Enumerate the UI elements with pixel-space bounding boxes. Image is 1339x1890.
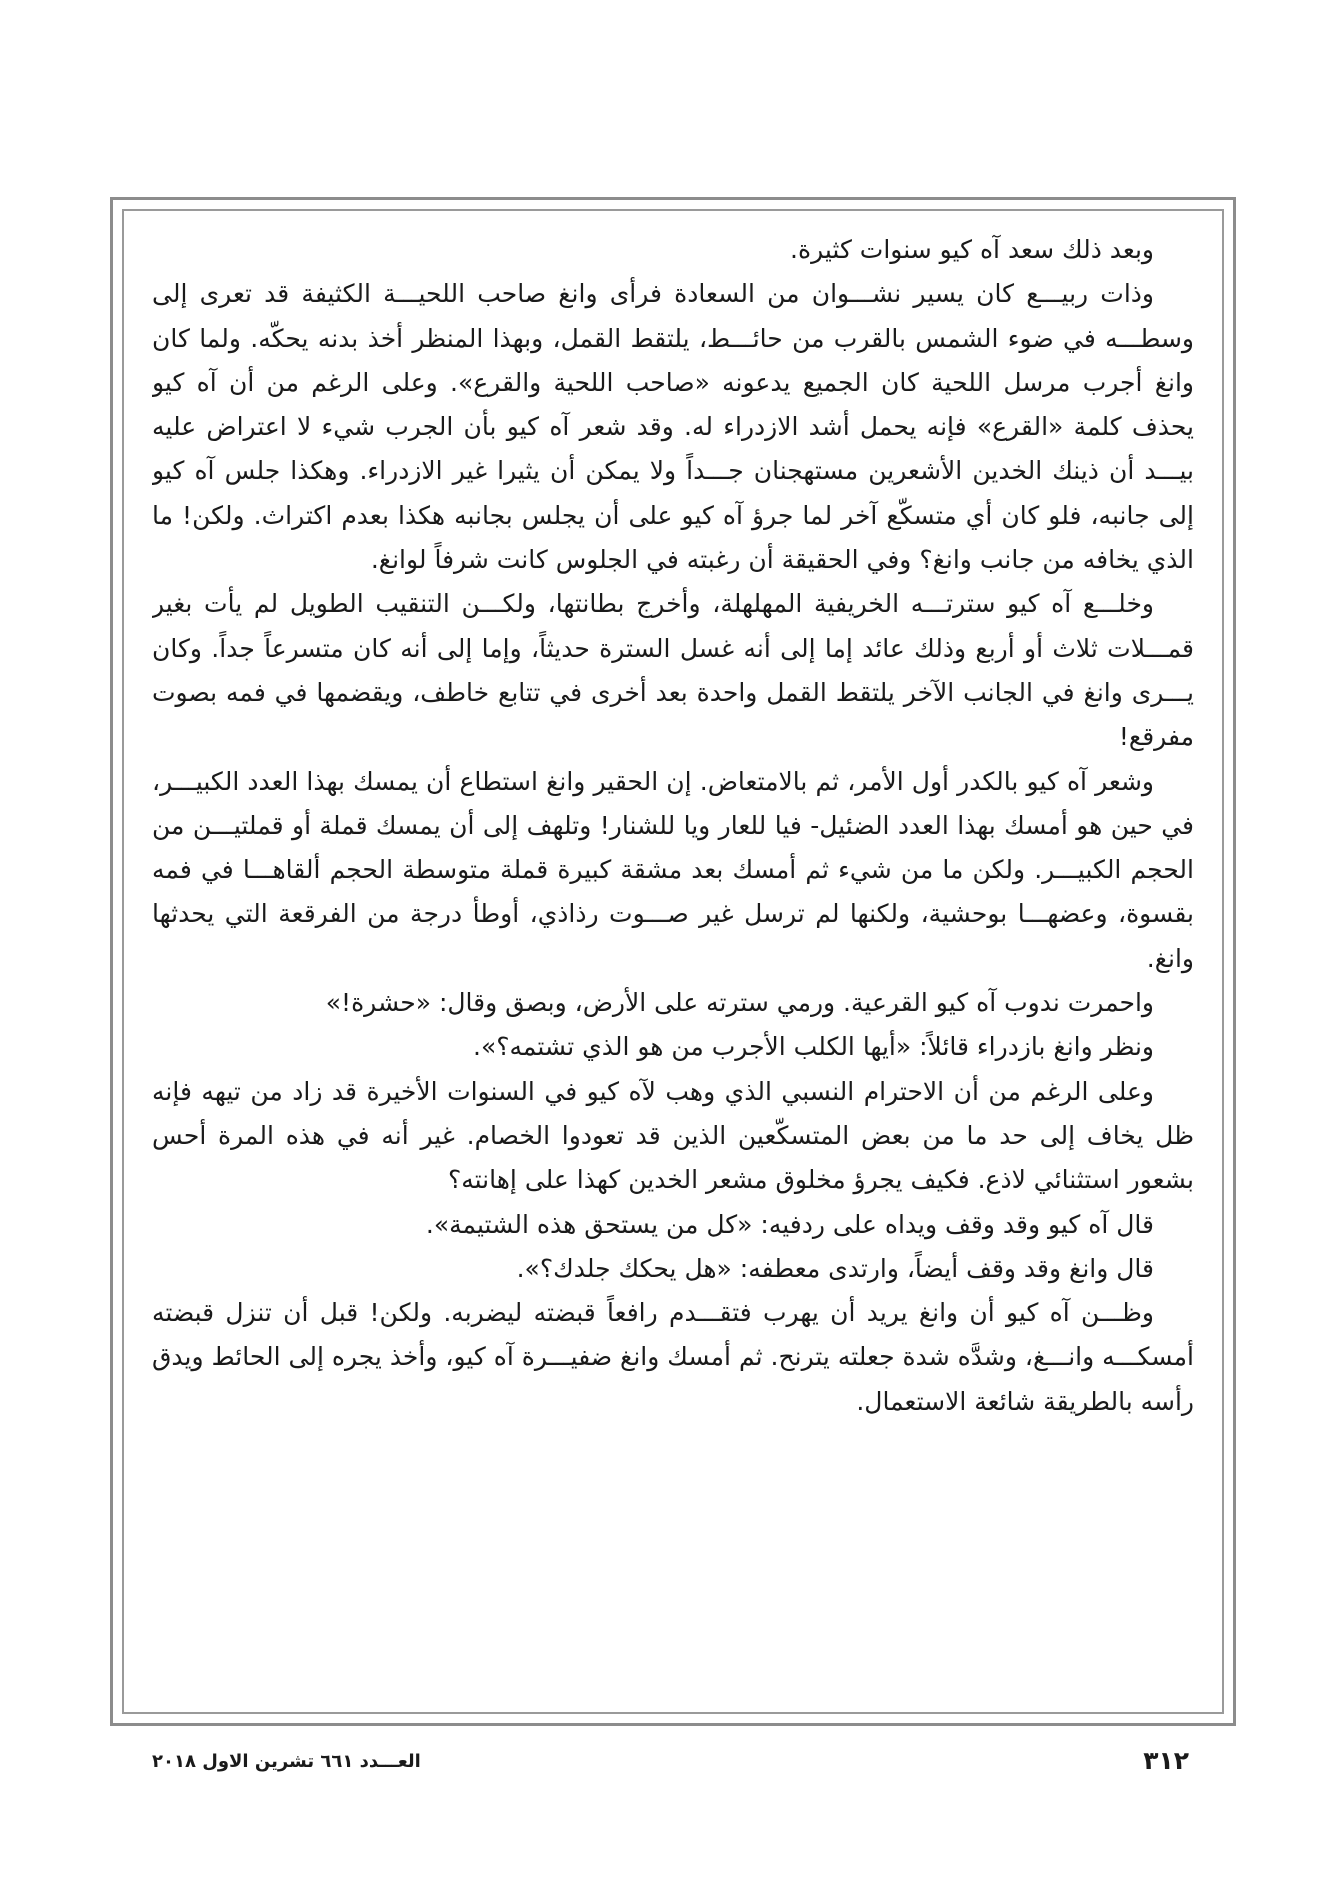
- paragraph-10: وظـــن آه كيو أن وانغ يريد أن يهرب فتقـــدم رافعاً قبضته ليضربه. ولكن! قبل أن تنزل قبضته أمسكـــه وانـــغ، وشدَّه شدة جعلته يترنح. ثم أمسك وانغ ضفيـــرة آه كيو، وأخذ يجره إلى الحائط ويدق رأسه بالطريقة شائعة الاستعمال.: [152, 1298, 1194, 1416]
- page-number: ٣١٢: [1143, 1746, 1189, 1775]
- paragraph-4: وشعر آه كيو بالكدر أول الأمر، ثم بالامتعاض. إن الحقير وانغ استطاع أن يمسك بهذا العدد الكبيـــر، في حين هو أمسك بهذا العدد الضئيل- فيا للعار ويا للشنار! وتلهف إلى أن يمسك قملة أو قملتيـــن من الحجم الكبيـــر. ولكن ما من شيء ثم أمسك بعد مشقة كبيرة قملة متوسطة الحجم ألقاهـــا في فمه بقسوة، وعضهـــا بوحشية، ولكنها لم ترسل غير صـــوت رذاذي، أوطأ درجة من الفرقعة التي يحدثها وانغ.: [152, 766, 1194, 973]
- paragraph-6: ونظر وانغ بازدراء قائلاً: «أيها الكلب الأجرب من هو الذي تشتمه؟».: [473, 1032, 1154, 1062]
- issue-info: العـــدد ٦٦١ تشرين الاول ٢٠١٨: [152, 1751, 421, 1772]
- paragraph-5: واحمرت ندوب آه كيو القرعية. ورمي سترته على الأرض، وبصق وقال: «حشرة!»: [325, 988, 1154, 1018]
- paragraph-9: قال وانغ وقد وقف أيضاً، وارتدى معطفه: «هل يحكك جلدك؟».: [516, 1253, 1154, 1283]
- paragraph-7: وعلى الرغم من أن الاحترام النسبي الذي وهب لآه كيو في السنوات الأخيرة قد زاد من تيهه فإنه ظل يخاف إلى حد ما من بعض المتسكّعين الذين قد تعودوا الخصام. غير أنه في هذه المرة أحس بشعور استثنائي لاذع. فكيف يجرؤ مخلوق مشعر الخدين كهذا على إهانته؟: [152, 1076, 1194, 1195]
- article-body: [152, 228, 1194, 1688]
- paragraph-8: قال آه كيو وقد وقف ويداه على ردفيه: «كل من يستحق هذه الشتيمة».: [425, 1209, 1154, 1239]
- paragraph-2: وذات ربيـــع كان يسير نشـــوان من السعادة فرأى وانغ صاحب اللحيـــة الكثيفة قد تعرى إلى وسطـــه في ضوء الشمس بالقرب من حائـــط، يلتقط القمل، وبهذا المنظر أخذ بدنه يحكّه. ولما كان وانغ أجرب مرسل اللحية كان الجميع يدعونه «صاحب اللحية والقرع». وعلى الرغم من أن آه كيو يحذف كلمة «القرع» فإنه يحمل أشد الازدراء له. وقد شعر آه كيو بأن الجرب شيء لا اعتراض عليه بيـــد أن ذينك الخدين الأشعرين مستهجنان جـــداً ولا يمكن أن يثيرا غير الازدراء. وهكذا جلس آه كيو إلى جانبه، فلو كان أي متسكّع آخر لما جرؤ آه كيو على أن يجلس بجانبه هكذا بعدم اكتراث. ولكن! ما الذي يخافه من جانب وانغ؟ وفي الحقيقة أن رغبته في الجلوس كانت شرفاً لوانغ.: [152, 279, 1194, 575]
- paragraph-1: وبعد ذلك سعد آه كيو سنوات كثيرة.: [790, 235, 1154, 264]
- paragraph-3: وخلـــع آه كيو سترتـــه الخريفية المهلهلة، وأخرج بطانتها، ولكـــن التنقيب الطويل لم يأت بغير قمـــلات ثلاث أو أربع وذلك عائد إما إلى أنه غسل السترة حديثاً، وإما إلى أنه كان متسرعاً جداً. وكان يـــرى وانغ في الجانب الآخر يلتقط القمل واحدة بعد أخرى في تتابع خاطف، ويقضمها في فمه بصوت مفرقع!: [152, 589, 1194, 752]
